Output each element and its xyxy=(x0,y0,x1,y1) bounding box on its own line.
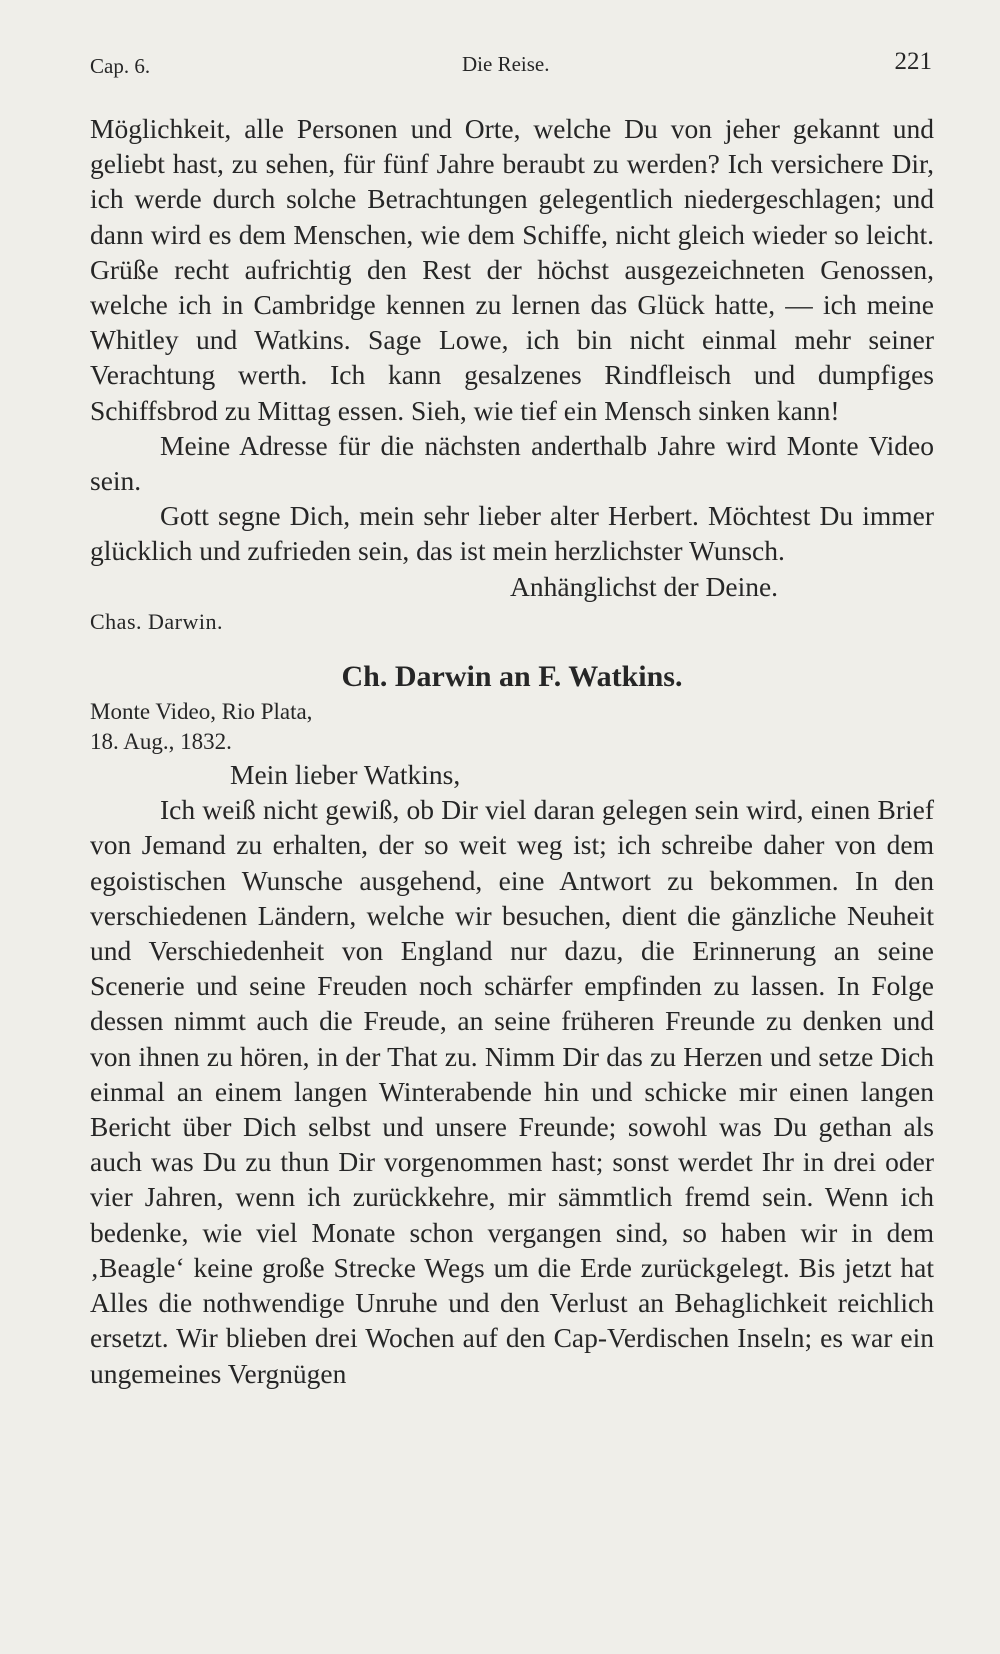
page-header xyxy=(90,48,932,88)
letter-body: Ich weiß nicht gewiß, ob Dir viel daran gelegen sein wird, einen Brief von Jemand zu erhalten, der so weit weg ist; ich schreibe daher von dem egoistischen Wunsche ausgehend, eine Antwort zu bekommen. In den verschiedenen Ländern, welche wir besuchen, dient die gänzliche Neuheit und Verschiedenheit von England nur dazu, die Erinnerung an seine Scenerie und seine Freuden noch schärfer empfinden zu lassen. In Folge dessen nimmt auch die Freude, an seine früheren Freunde zu denken und von ihnen zu hören, in der That zu. Nimm Dir das zu Herzen und setze Dich einmal an einem langen Winterabende hin und schicke mir einen langen Bericht über Dich selbst und unsere Freunde; sowohl was Du gethan als auch was Du zu thun Dir vorgenommen hast; sonst werdet Ihr in drei oder vier Jahren, wenn ich zurückkehre, mir sämmtlich fremd sein. Wenn ich bedenke, wie viel Monate schon vergangen sind, so haben wir in dem ‚Beagle‘ keine große Strecke Wegs um die Erde zurückgelegt. Bis jetzt hat Alles die nothwendige Unruhe und den Verlust an Behaglichkeit reichlich ersetzt. Wir blieben drei Wochen auf den Cap-Verdischen Inseln; es war ein ungemeines Vergnügen xyxy=(90,794,934,1389)
paragraph: Möglichkeit, alle Personen und Orte, welche Du von jeher gekannt und geliebt hast, zu sehen, für fünf Jahre beraubt zu werden? Ich versichere Dir, ich werde durch solche Betrachtungen gelegentlich niedergeschlagen; und dann wird es dem Menschen, wie dem Schiffe, nicht gleich wieder so leicht. Grüße recht aufrichtig den Rest der höchst ausgezeichneten Genossen, welche ich in Cambridge kennen zu lernen das Glück hatte, — ich meine Whitley und Watkins. Sage Lowe, ich bin nicht einmal mehr seiner Verachtung werth. Ich kann gesalzenes Rindfleisch und dumpfiges Schiffsbrod zu Mittag essen. Sieh, wie tief ein Mensch sinken kann! xyxy=(90,113,934,426)
letter-heading: Ch. Darwin an F. Watkins. xyxy=(341,660,683,694)
page-number: 221 xyxy=(894,48,932,75)
letter-closing: Anhänglichst der Deine. xyxy=(510,570,779,602)
paragraph: Meine Adresse für die nächsten anderthalb Jahre wird Monte Video sein. xyxy=(90,429,934,497)
signature: Chas. Darwin. xyxy=(90,608,223,634)
letter-date: 18. Aug., 1832. xyxy=(90,729,232,755)
page-body xyxy=(90,111,934,1391)
paragraph: Gott segne Dich, mein sehr lieber alter Herbert. Möchtest Du immer glücklich und zufrieden sein, das ist mein herzlichster Wunsch. xyxy=(90,500,934,567)
letter-place: Monte Video, Rio Plata, xyxy=(90,699,313,725)
chapter-label: Cap. 6. xyxy=(90,54,151,78)
salutation: Mein lieber Watkins, xyxy=(230,759,461,791)
running-title: Die Reise. xyxy=(462,52,550,76)
